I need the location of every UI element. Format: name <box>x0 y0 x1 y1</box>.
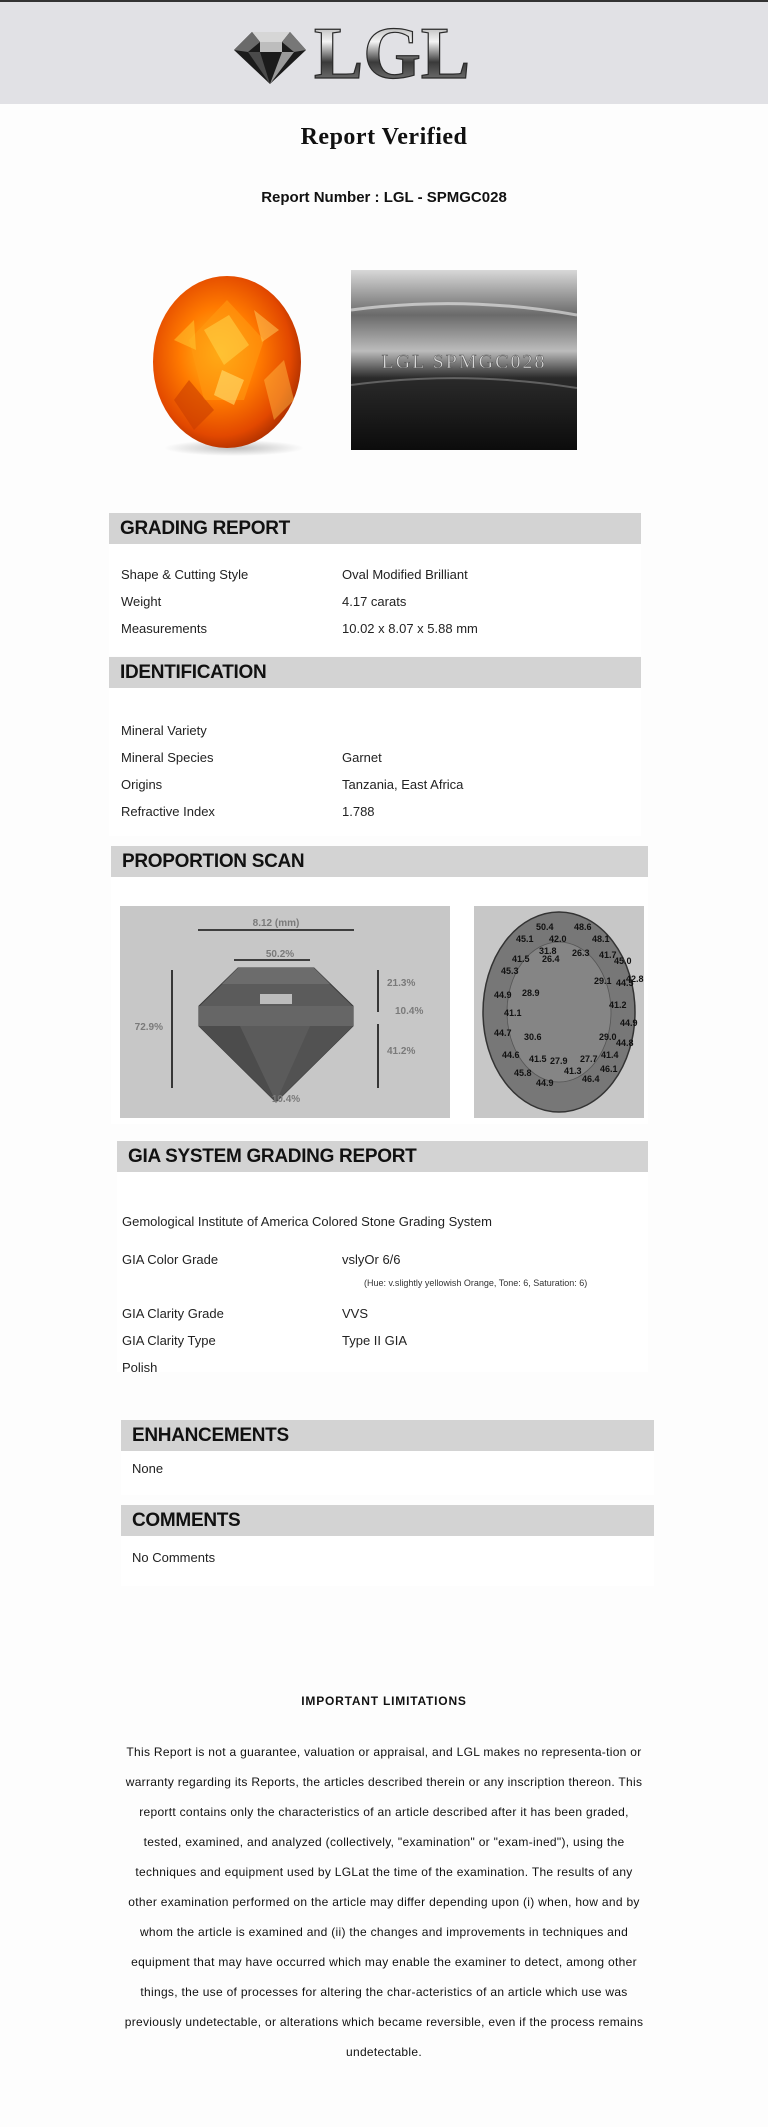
top-view-value: 27.7 <box>580 1054 598 1064</box>
top-view-value: 44.9 <box>620 1018 638 1028</box>
top-view-value: 44.5 <box>616 978 634 988</box>
weight-label: Weight <box>121 594 162 609</box>
gemstone-photo <box>134 270 324 460</box>
profile-crown-label: 21.3% <box>387 978 416 989</box>
top-view-value: 29.0 <box>599 1032 617 1042</box>
top-view-value: 41.7 <box>599 950 617 960</box>
top-view-value: 26.3 <box>572 948 590 958</box>
top-view-value: 41.5 <box>512 954 530 964</box>
lgl-logo <box>232 12 492 94</box>
top-view-value: 45.8 <box>514 1068 532 1078</box>
top-view-value: 41.5 <box>529 1054 547 1064</box>
top-view-value: 41.2 <box>609 1000 627 1010</box>
diamond-icon <box>234 32 306 84</box>
profile-table-label: 50.2% <box>265 949 295 960</box>
proportion-scan-header: PROPORTION SCAN <box>111 846 648 877</box>
identification-panel <box>109 688 641 836</box>
weight-value: 4.17 carats <box>342 594 407 609</box>
enhancements-value: None <box>132 1461 164 1476</box>
top-view-value: 44.7 <box>494 1028 512 1038</box>
gia-clarity-type-value: Type II GIA <box>342 1333 408 1348</box>
top-view-value: 31.8 <box>539 946 557 956</box>
top-view-value: 41.1 <box>504 1008 522 1018</box>
gia-clarity-grade-value: VVS <box>342 1306 369 1321</box>
mineral-variety-label: Mineral Variety <box>121 723 207 738</box>
mineral-species-value: Garnet <box>342 750 382 765</box>
identification-header: IDENTIFICATION <box>109 657 641 688</box>
top-view-value: 28.9 <box>522 988 540 998</box>
top-view-value: 45.3 <box>501 966 519 976</box>
limitations-title: IMPORTANT LIMITATIONS <box>301 1694 467 1708</box>
top-view-value: 42.0 <box>549 934 567 944</box>
profile-width-label: 8.12 (mm) <box>252 918 300 929</box>
top-view-value: 29.1 <box>594 976 612 986</box>
gia-clarity-grade-label: GIA Clarity Grade <box>122 1306 224 1321</box>
profile-diagram <box>120 906 450 1118</box>
profile-culet-label: 10.4% <box>271 1094 301 1105</box>
enhancements-header: ENHANCEMENTS <box>121 1420 654 1451</box>
gia-clarity-type-label: GIA Clarity Type <box>122 1333 216 1348</box>
refractive-index-value: 1.788 <box>342 804 375 819</box>
comments-panel <box>121 1536 654 1586</box>
limitations-text: This Report is not a guarantee, valuation or appraisal, and LGL makes no representa-tion or warranty regarding its Reports, the articles described therein or any inscription thereon. This reportt contains only the characteristics of an article described after it has been graded, tested, examined, and analyzed (collectively, "examination" or "exam-ined"), using the techniques and equipment used by LGLat the time of the examination. The results of any other examination performed on the article may differ depending upon (i) when, how and by whom the article is examined and (ii) the changes and improvements in techniques and equipment that may have occurred which may enable the examiner to detect, among other things, the use of processes for altering the char-acteristics of an article which use was previously undetectable, or alterations which became reversible, even if the process remains undetectable. <box>124 1745 644 2059</box>
top-view-value: 44.6 <box>502 1050 520 1060</box>
top-view-value: 44.8 <box>616 1038 634 1048</box>
top-view-value: 48.1 <box>592 934 610 944</box>
top-view-value: 46.1 <box>600 1064 618 1074</box>
comments-header: COMMENTS <box>121 1505 654 1536</box>
grading-report-panel <box>109 544 641 656</box>
top-view-value: 44.9 <box>494 990 512 1000</box>
top-view-value: 26.4 <box>542 954 560 964</box>
top-view-diagram <box>474 906 644 1118</box>
svg-text:LGL: LGL <box>313 13 471 94</box>
top-view-value: 45.1 <box>516 934 534 944</box>
top-view-value: 27.9 <box>550 1056 568 1066</box>
gia-panel <box>117 1172 648 1375</box>
shape-label: Shape & Cutting Style <box>121 567 249 582</box>
refractive-index-label: Refractive Index <box>121 804 215 819</box>
shape-value: Oval Modified Brilliant <box>342 567 468 582</box>
polish-label: Polish <box>122 1360 158 1375</box>
gia-color-label: GIA Color Grade <box>122 1252 219 1267</box>
inscription-photo <box>351 270 577 450</box>
measurements-label: Measurements <box>121 621 207 636</box>
profile-pavilion-label: 41.2% <box>387 1046 416 1057</box>
top-view-value: 46.4 <box>582 1074 600 1084</box>
enhancements-panel <box>121 1451 654 1495</box>
page-title: Report Verified <box>300 124 468 150</box>
report-number: Report Number : LGL - SPMGC028 <box>261 189 507 206</box>
gia-header: GIA SYSTEM GRADING REPORT <box>117 1141 648 1172</box>
comments-value: No Comments <box>132 1550 216 1565</box>
gia-color-value: vslyOr 6/6 <box>342 1252 401 1267</box>
gia-color-note: (Hue: v.slightly yellowish Orange, Tone: 6, Saturation: 6) <box>364 1278 588 1288</box>
top-view-value: 41.4 <box>601 1050 619 1060</box>
top-view-value: 41.3 <box>564 1066 582 1076</box>
origins-value: Tanzania, East Africa <box>342 777 464 792</box>
mineral-species-label: Mineral Species <box>121 750 214 765</box>
top-view-value: 30.6 <box>524 1032 542 1042</box>
grading-report-header: GRADING REPORT <box>109 513 641 544</box>
top-view-value: 44.9 <box>536 1078 554 1088</box>
top-view-value: 48.6 <box>574 922 592 932</box>
measurements-value: 10.02 x 8.07 x 5.88 mm <box>342 621 478 636</box>
top-view-value: 50.4 <box>536 922 554 932</box>
profile-depth-label: 72.9% <box>134 1022 163 1033</box>
profile-girdle-label: 10.4% <box>395 1006 424 1017</box>
gia-system-name: Gemological Institute of America Colored Stone Grading System <box>122 1214 492 1229</box>
svg-text:LGL SPMGC028: LGL SPMGC028 <box>381 351 547 373</box>
top-view-value: 45.0 <box>614 956 632 966</box>
top-view-value: 42.8 <box>626 974 644 984</box>
origins-label: Origins <box>121 777 163 792</box>
